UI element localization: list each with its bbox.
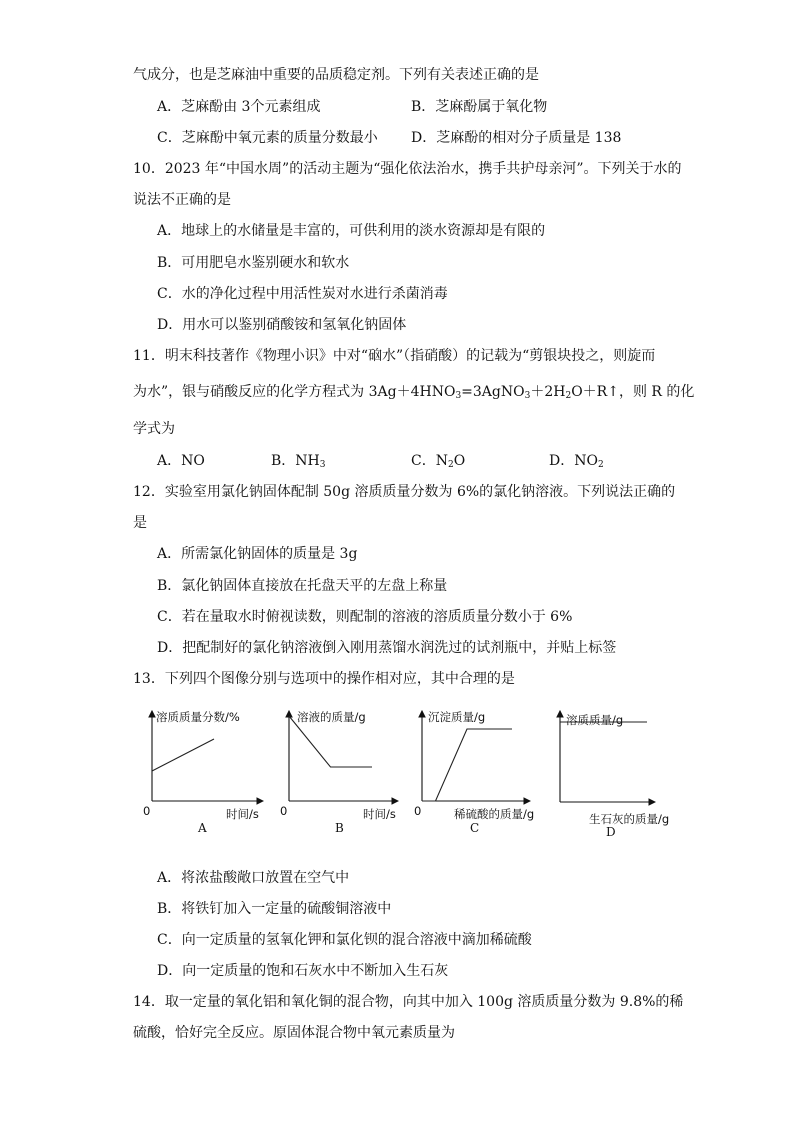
q14-stem-line2: 硫酸，恰好完全反应。原固体混合物中氧元素质量为 [133,1025,455,1041]
chart-caption: B [335,821,344,835]
q10-stem-line1: 10．2023 年“中国水周”的活动主题为“强化依法治水，携手共护母亲河”。下列关于水的 [133,161,682,177]
chart-d [552,705,692,840]
chart-c-svg [412,705,552,840]
series-line-1 [152,739,214,771]
q10-option-a: A．地球上的水储量是丰富的，可供利用的淡水资源却是有限的 [157,223,546,239]
series-line-1 [422,729,512,801]
q9-option-a: A．芝麻酚由 3个元素组成 [157,99,321,115]
q12-stem-line1: 12．实验室用氯化钠固体配制 50g 溶质质量分数为 6%的氯化钠溶液。下列说法正确的 [133,484,676,500]
origin-label: 0 [143,804,151,818]
q9-option-b: B．芝麻酚属于氧化物 [411,99,548,115]
q12-option-c: C．若在量取水时俯视读数，则配制的溶液的溶质质量分数小于 6% [157,609,573,625]
q11-stem-line2: 为水”，银与硝酸反应的化学方程式为 $3Ag+4HNO_3=3AgNO_3+2H_2O+R↑$，则 R 的化 [133,384,695,401]
q11-option-d: D．$NO_2$ [549,453,604,470]
chart-c [412,705,552,840]
q10-option-c: C．水的净化过程中用活性炭对水进行杀菌消毒 [157,286,448,302]
q11-option-b: B．$NH_3$ [271,453,326,470]
q9-stem-tail: 气成分，也是芝麻油中重要的品质稳定剂。下列有关表述正确的是 [133,67,539,83]
q11-option-a: A．NO [157,453,205,469]
q13-stem: 13．下列四个图像分别与选项中的操作相对应，其中合理的是 [133,671,515,687]
y-axis-label: 溶液的质量/g [297,710,366,724]
x-axis-label: 稀硫酸的质量/g [454,807,535,821]
q10-option-b: B．可用肥皂水鉴别硬水和软水 [157,255,350,271]
q11-stem-line1: 11．明末科技著作《物理小识》中对“硇水”（指硝酸）的记载为“剪银块投之，则旋而 [133,348,656,364]
chart-b [280,705,420,840]
chart-d-svg [552,705,692,840]
x-axis-label: 时间/s [363,807,396,821]
x-axis-label: 生石灰的质量/g [589,812,670,826]
q13-option-d: D．向一定质量的饱和石灰水中不断加入生石灰 [157,963,449,979]
q9-option-c: C．芝麻酚中氧元素的质量分数最小 [157,130,378,146]
y-axis-label: 溶质质量分数/% [156,710,240,724]
q9-option-d: D．芝麻酚的相对分子质量是 138 [411,130,622,146]
q10-stem-line2: 说法不正确的是 [133,192,231,208]
origin-label: 0 [280,804,288,818]
y-axis-label: 溶质质量/g [566,713,624,727]
q13-option-b: B．将铁钉加入一定量的硫酸铜溶液中 [157,901,392,917]
chart-caption: C [470,821,480,835]
q12-option-b: B．氯化钠固体直接放在托盘天平的左盘上称量 [157,578,448,594]
q12-option-a: A．所需氯化钠固体的质量是 3g [157,546,358,562]
q11-option-c: C．$N_2O$ [411,453,466,470]
q12-stem-line2: 是 [133,515,147,531]
origin-label: 0 [414,804,422,818]
chart-caption: A [198,821,207,835]
chart-a [140,705,280,840]
chart-caption: D [606,825,616,839]
chart-a-svg [140,705,280,840]
q13-option-a: A．将浓盐酸敞口放置在空气中 [157,870,350,886]
q11-stem-line3: 学式为 [133,421,175,437]
q14-stem-line1: 14．取一定量的氧化铝和氧化铜的混合物，向其中加入 100g 溶质质量分数为 9.8%的稀 [133,994,684,1010]
q13-option-c: C．向一定质量的氢氧化钾和氯化钡的混合溶液中滴加稀硫酸 [157,932,532,948]
q10-option-d: D．用水可以鉴别硝酸铵和氢氧化钠固体 [157,317,407,333]
y-axis-label: 沉淀质量/g [428,710,486,724]
chart-b-svg [280,705,420,840]
x-axis-label: 时间/s [226,807,259,821]
q12-option-d: D．把配制好的氯化钠溶液倒入刚用蒸馏水润洗过的试剂瓶中，并贴上标签 [157,640,617,656]
